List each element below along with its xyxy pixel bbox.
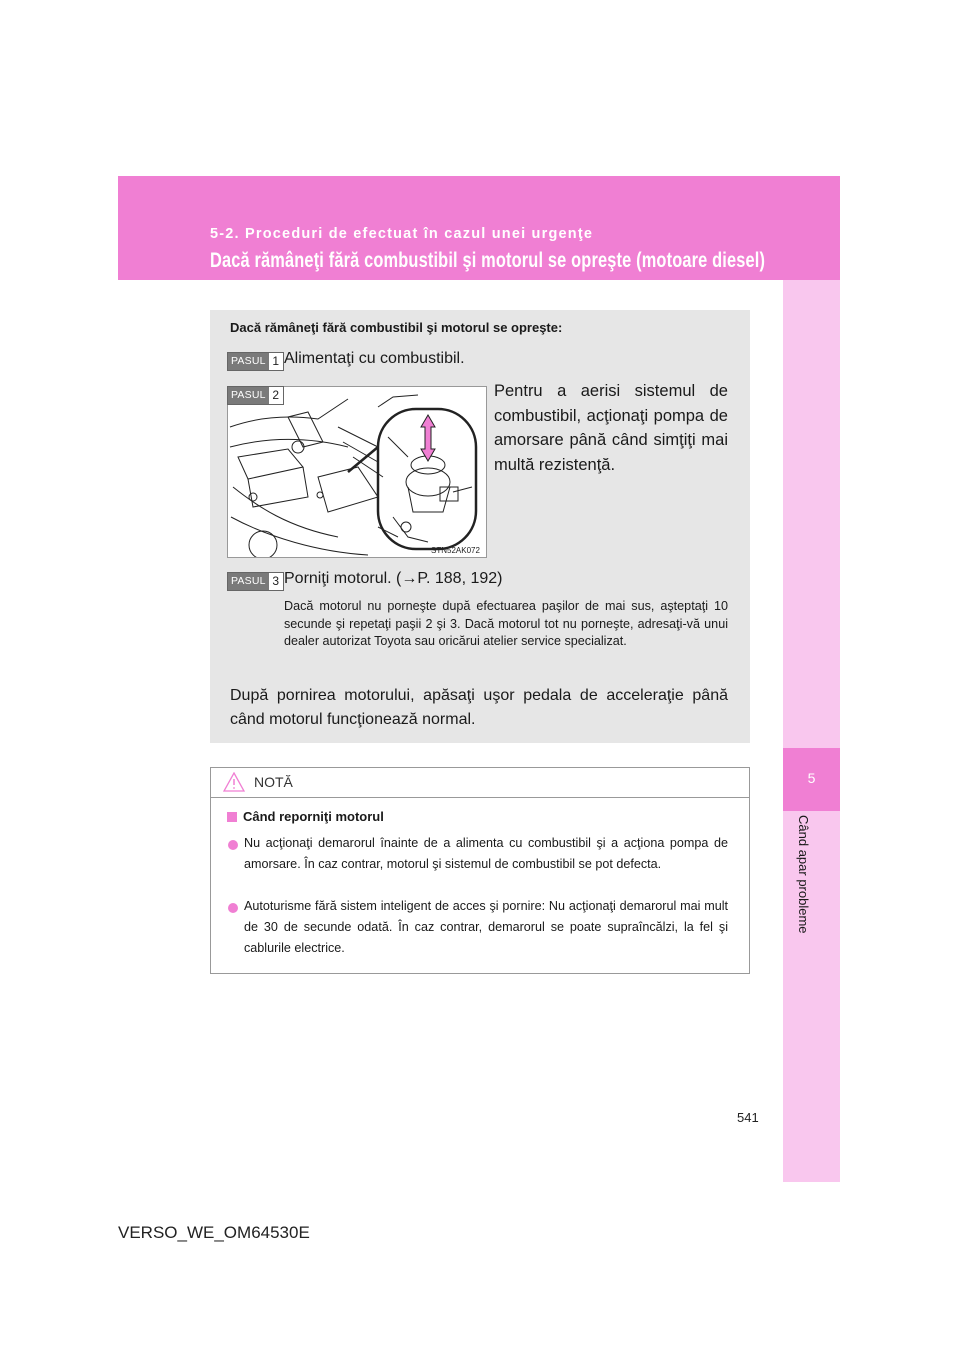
step-word: PASUL [228,573,269,590]
page-title: Dacă rămâneţi fără combustibil şi motorul se opreşte (motoare diesel) [210,249,766,272]
step-1-text: Alimentaţi cu combustibil. [284,350,465,367]
side-tab [783,280,840,1182]
step-2-text: Pentru a aerisi sistemul de combustibil, acţionaţi pompa de amorsare până când simţiţi mai multă rezistenţă. [494,382,728,474]
image-code: STN52AK072 [431,546,480,555]
step-2-badge [227,386,284,405]
note-divider [210,797,750,798]
procedure-heading: Dacă rămâneţi fără combustibil şi motorul se opreşte: [230,320,563,335]
circle-bullet-icon [228,840,238,850]
step-3-badge [227,572,284,591]
circle-bullet-icon [228,903,238,913]
square-bullet-icon [227,812,237,822]
step-number: 2 [269,387,283,404]
step-word: PASUL [228,353,269,370]
chapter-title-text: Când apar probleme [796,815,811,934]
chapter-number: 5 [807,770,816,786]
document-code: VERSO_WE_OM64530E [118,1223,310,1242]
engine-bay-drawing [228,387,486,557]
step-3-note: Dacă motorul nu porneşte după efectuarea paşilor de mai sus, aşteptaţi 10 secunde şi repetaţi paşii 2 şi 3. Dacă motorul tot nu porneşte, adresaţi-vă unui dealer autorizat Toyota sau oricărui atelier service specializat. [284,599,728,648]
engine-illustration [227,386,487,558]
step-word: PASUL [228,387,269,404]
step-3-text[interactable]: Porniţi motorul. (→P. 188, 192) [284,570,503,587]
after-start-text: După pornirea motorului, apăsaţi uşor pedala de acceleraţie până când motorul funcţionează normal. [230,687,728,728]
step-1-badge [227,352,284,371]
warning-icon [223,772,245,792]
note-bullet: Autoturisme fără sistem inteligent de acces şi pornire: Nu acţionaţi demarorul mai mult de 30 de secunde odată. În caz contrar, demarorul se poate supraîncălzi, la fel şi cablurile electrice. [244,899,728,955]
note-subheading: Când reporniţi motorul [243,809,384,824]
note-title: NOTĂ [254,774,293,790]
section-label: 5-2. Proceduri de efectuat în cazul unei urgenţe [210,226,594,242]
page-number: 541 [737,1110,759,1125]
chapter-title [796,815,820,965]
note-bullet: Nu acţionaţi demarorul înainte de a alimenta cu combustibil şi a acţiona pompa de amorsare. În caz contrar, motorul şi sistemul de combustibil se pot defecta. [244,836,728,871]
step-number: 3 [269,573,283,590]
step-number: 1 [269,353,283,370]
